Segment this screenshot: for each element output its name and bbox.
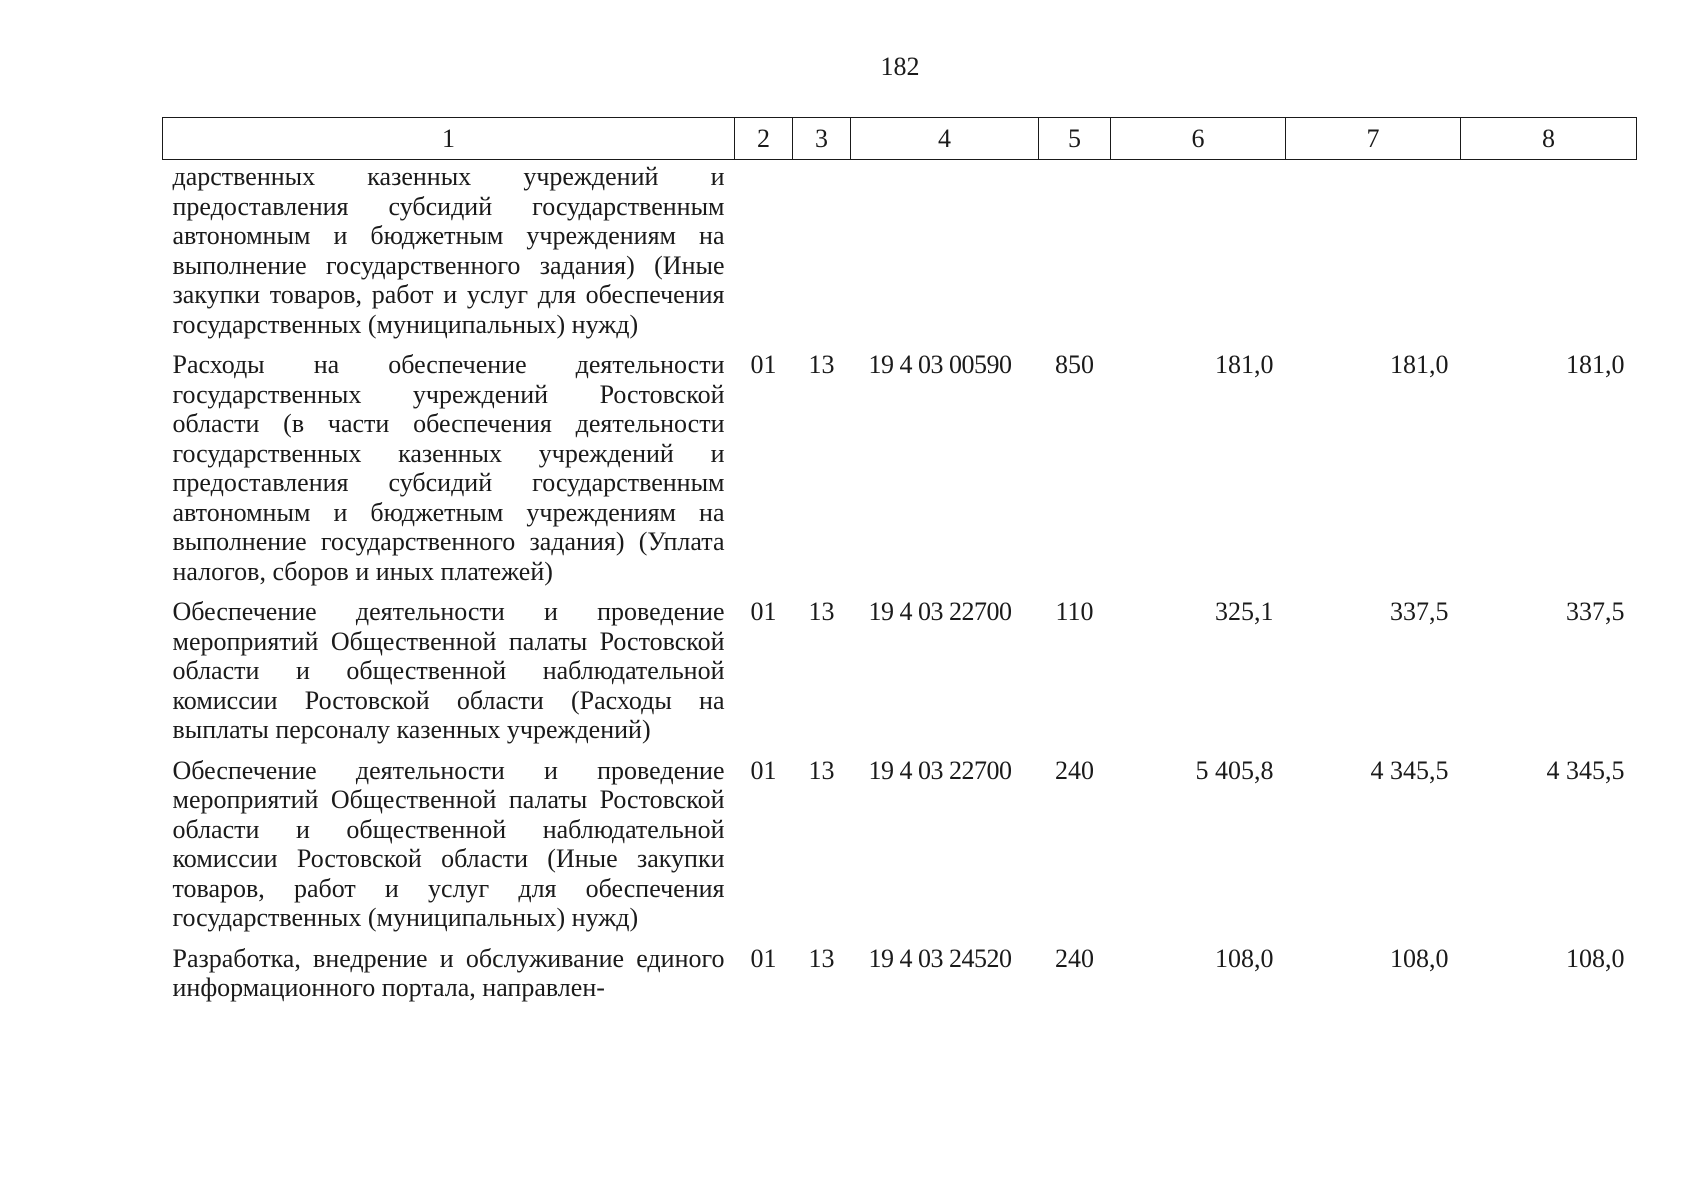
row-description: Обеспечение деятельности и проведение мероприятий Общественной палаты Ростовской области и общественной наблюдательной комиссии Ростовской области (Иные закупки товаров, работ и услуг для обеспечения государственных (муниципальных) нужд): [172, 755, 725, 932]
row-amount-year1: [1111, 160, 1286, 351]
table-row: [163, 350, 1637, 597]
row-section: 01: [750, 350, 777, 379]
row-amount-year1: 5 405,8: [1195, 755, 1274, 785]
row-amount-year3: 337,5: [1566, 597, 1625, 626]
row-expense-type: 850: [1055, 350, 1094, 379]
table-header: [163, 118, 1637, 160]
row-expense-type: 240: [1055, 755, 1094, 785]
row-amount-year2: 181,0: [1390, 350, 1449, 379]
row-amount-year2: 4 345,5: [1370, 755, 1449, 785]
header-col-2: 2: [735, 118, 793, 160]
header-col-6: 6: [1111, 118, 1286, 160]
table-row: [163, 160, 1637, 351]
page-number: 182: [880, 52, 920, 81]
row-expense-type: [1039, 160, 1111, 351]
row-description: Разработка, внедрение и обслуживание единого информационного портала, направлен-: [172, 943, 725, 1002]
row-amount-year3: 108,0: [1566, 943, 1625, 973]
row-description: Расходы на обеспечение деятельности государственных учреждений Ростовской области (в части обеспечения деятельности государственных казенных учреждений и предоставления субсидий государственным автономным и бюджетным учреждениям на выполнение государственного задания) (Уплата налогов, сборов и иных платежей): [172, 350, 725, 586]
table-row: [163, 944, 1637, 1003]
row-amount-year1: 108,0: [1215, 943, 1274, 973]
row-amount-year1: 325,1: [1215, 597, 1274, 626]
row-section: [735, 160, 793, 351]
header-col-4: 4: [851, 118, 1039, 160]
row-target-code: 19 4 03 00590: [868, 350, 1012, 379]
row-description: Обеспечение деятельности и проведение мероприятий Общественной палаты Ростовской области и общественной наблюдательной комиссии Ростовской области (Расходы на выплаты персоналу казенных учреждений): [172, 597, 725, 744]
header-col-1: 1: [163, 118, 735, 160]
row-subsection: 13: [808, 597, 835, 626]
row-amount-year2: [1286, 160, 1461, 351]
row-amount-year2: 108,0: [1390, 943, 1449, 973]
header-col-7: 7: [1286, 118, 1461, 160]
row-amount-year3: 181,0: [1566, 350, 1625, 379]
row-expense-type: 110: [1055, 597, 1094, 626]
header-col-5: 5: [1039, 118, 1111, 160]
table-body: [163, 160, 1637, 1003]
header-row: [163, 118, 1637, 160]
row-section: 01: [750, 755, 777, 785]
row-subsection: 13: [808, 350, 835, 379]
row-section: 01: [750, 597, 777, 626]
row-target-code: 19 4 03 24520: [868, 943, 1012, 973]
row-amount-year3: [1461, 160, 1637, 351]
budget-table: [162, 117, 1637, 1003]
row-subsection: 13: [808, 943, 835, 973]
header-col-3: 3: [793, 118, 851, 160]
row-amount-year2: 337,5: [1390, 597, 1449, 626]
row-expense-type: 240: [1055, 943, 1094, 973]
row-amount-year3: 4 345,5: [1546, 755, 1625, 785]
row-target-code: 19 4 03 22700: [868, 755, 1012, 785]
header-col-8: 8: [1461, 118, 1637, 160]
row-subsection: [793, 160, 851, 351]
row-section: 01: [750, 943, 777, 973]
table-row: [163, 597, 1637, 756]
row-target-code: [851, 160, 1039, 351]
row-target-code: 19 4 03 22700: [868, 597, 1012, 626]
row-description: дарственных казенных учреждений и предоставления субсидий государственным автономным и бюджетным учреждениям на выполнение государственного задания) (Иные закупки товаров, работ и услуг для обеспечения государственных (муниципальных) нужд): [172, 162, 725, 339]
row-amount-year1: 181,0: [1215, 350, 1274, 379]
row-subsection: 13: [808, 755, 835, 785]
table-row: [163, 756, 1637, 944]
